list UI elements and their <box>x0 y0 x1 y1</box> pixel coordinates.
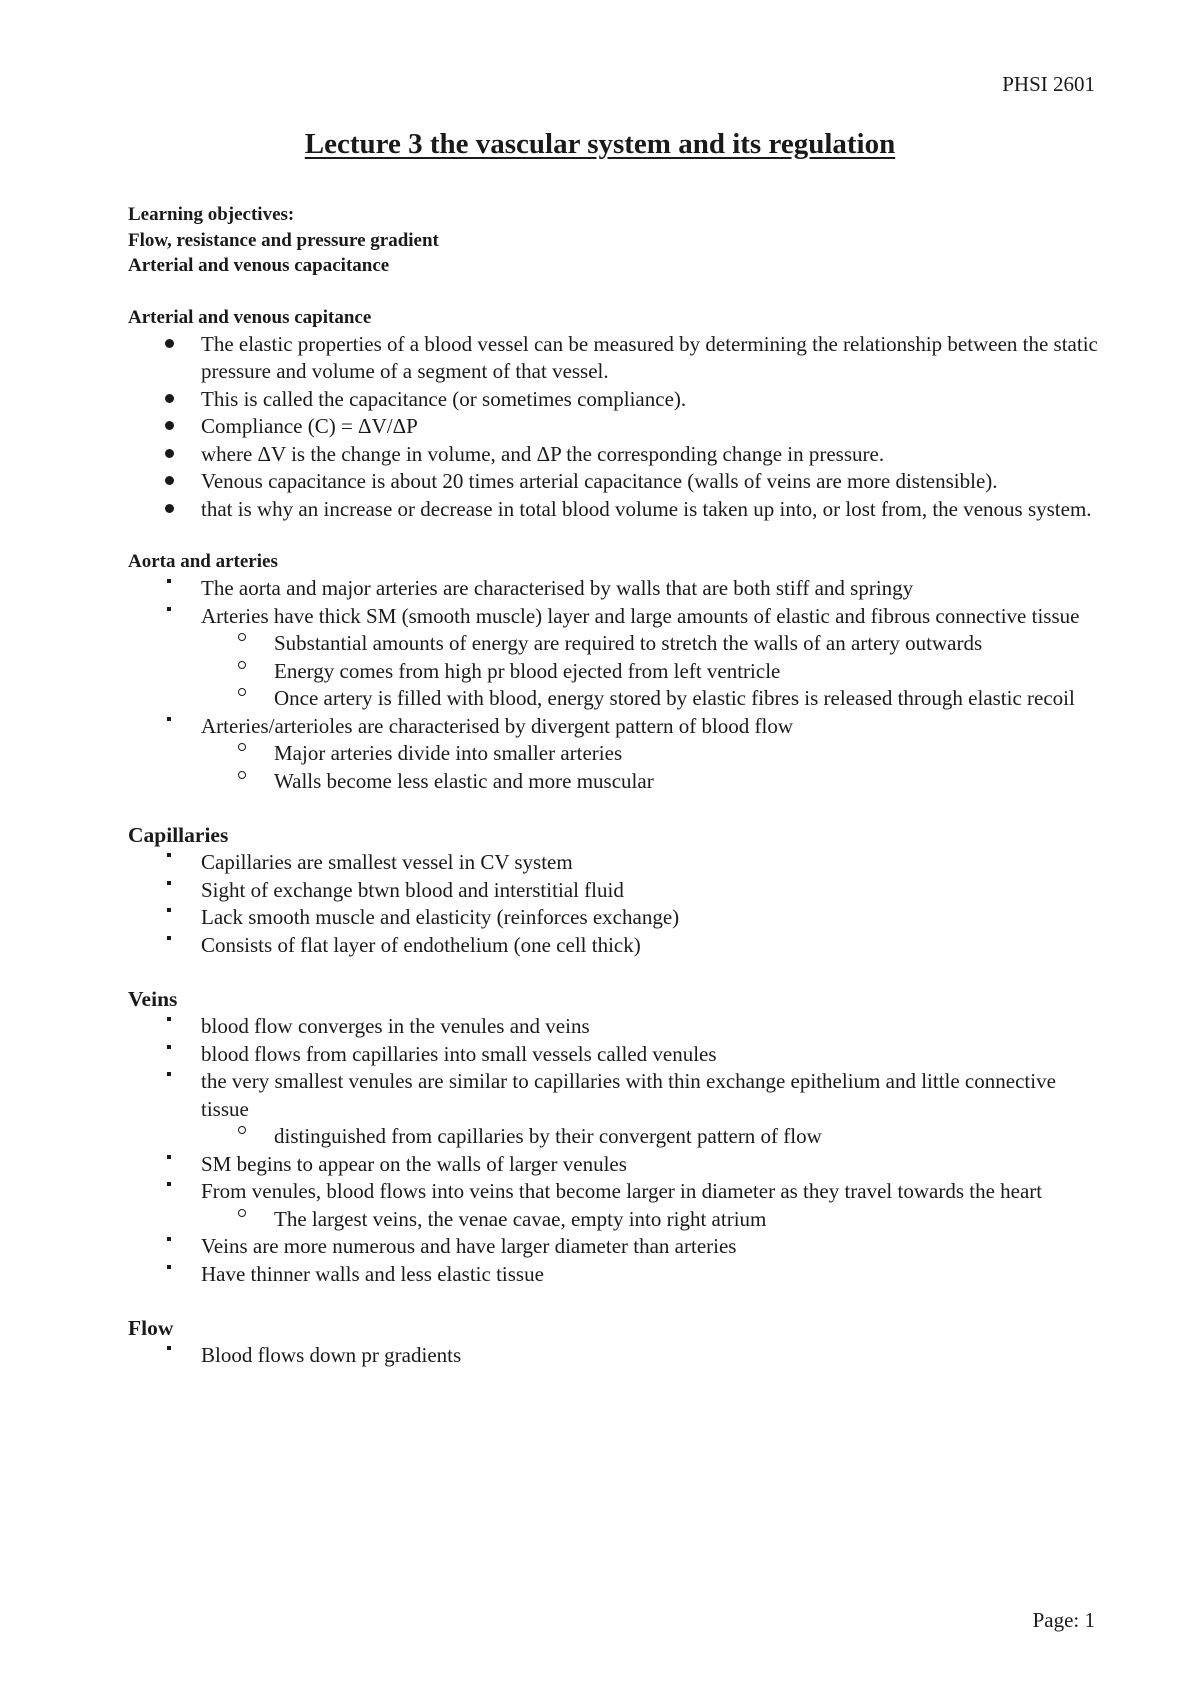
list-item: Have thinner walls and less elastic tissue <box>128 1261 1108 1289</box>
square-bullet-icon <box>159 1151 179 1179</box>
square-bullet-icon <box>159 1261 179 1289</box>
bullet-list <box>128 849 1108 959</box>
square-bullet-icon <box>159 603 179 631</box>
list-item: SM begins to appear on the walls of larger venules <box>128 1151 1108 1179</box>
disc-bullet-icon <box>159 331 179 359</box>
bullet-list <box>128 1013 1108 1288</box>
sub-list-item: Once artery is filled with blood, energy stored by elastic fibres is released through elastic recoil <box>128 685 1108 713</box>
square-bullet-icon <box>159 1041 179 1069</box>
objective-item: Flow, resistance and pressure gradient <box>128 229 439 251</box>
list-item: Blood flows down pr gradients <box>128 1342 1108 1370</box>
list-item: Lack smooth muscle and elasticity (reinforces exchange) <box>128 904 1108 932</box>
square-bullet-icon <box>159 1013 179 1041</box>
circle-bullet-icon <box>232 1123 252 1151</box>
sub-list-item: Energy comes from high pr blood ejected from left ventricle <box>128 658 1108 686</box>
page-number: Page: 1 <box>1032 1608 1095 1632</box>
section-title: Aorta and arteries <box>128 551 278 572</box>
list-item: Sight of exchange btwn blood and interstitial fluid <box>128 877 1108 905</box>
section-flow <box>128 1314 1108 1370</box>
sub-list-item: Substantial amounts of energy are required to stretch the walls of an artery outwards <box>128 630 1108 658</box>
square-bullet-icon <box>159 1068 179 1096</box>
list-item: Veins are more numerous and have larger diameter than arteries <box>128 1233 1108 1261</box>
objective-item: Arterial and venous capacitance <box>128 255 390 276</box>
square-bullet-icon <box>159 932 179 960</box>
list-item: blood flow converges in the venules and veins <box>128 1013 1108 1041</box>
list-item: Arteries have thick SM (smooth muscle) layer and large amounts of elastic and fibrous connective tissue <box>128 603 1108 631</box>
document-body <box>128 202 1108 1370</box>
list-item: Compliance (C) = ΔV/ΔP <box>128 413 1108 441</box>
circle-bullet-icon <box>232 740 252 768</box>
square-bullet-icon <box>159 1178 179 1206</box>
list-item: This is called the capacitance (or sometimes compliance). <box>128 386 1108 414</box>
objectives-heading: Learning objectives: <box>128 204 295 225</box>
circle-bullet-icon <box>232 1206 252 1234</box>
sub-list-item: distinguished from capillaries by their convergent pattern of flow <box>128 1123 1108 1151</box>
section-title: Veins <box>128 987 178 1011</box>
learning-objectives <box>128 202 1108 279</box>
sub-list-item: The largest veins, the venae cavae, empty into right atrium <box>128 1206 1108 1234</box>
list-item: where ΔV is the change in volume, and ΔP the corresponding change in pressure. <box>128 441 1108 469</box>
course-code: PHSI 2601 <box>1002 72 1095 96</box>
square-bullet-icon <box>159 713 179 741</box>
sub-list-item: Walls become less elastic and more muscular <box>128 768 1108 796</box>
bullet-list <box>128 575 1108 795</box>
square-bullet-icon <box>159 877 179 905</box>
square-bullet-icon <box>159 1233 179 1261</box>
disc-bullet-icon <box>159 441 179 469</box>
sub-list-item: Major arteries divide into smaller arteries <box>128 740 1108 768</box>
list-item: Capillaries are smallest vessel in CV system <box>128 849 1108 877</box>
section-title: Arterial and venous capitance <box>128 306 372 328</box>
list-item: Venous capacitance is about 20 times arterial capacitance (walls of veins are more distensible). <box>128 468 1108 496</box>
bullet-list <box>128 1342 1108 1370</box>
section-title: Flow <box>128 1316 174 1340</box>
circle-bullet-icon <box>232 768 252 796</box>
section-capillaries <box>128 821 1108 959</box>
disc-bullet-icon <box>159 468 179 496</box>
circle-bullet-icon <box>232 685 252 713</box>
disc-bullet-icon <box>159 413 179 441</box>
square-bullet-icon <box>159 849 179 877</box>
list-item: The aorta and major arteries are characterised by walls that are both stiff and springy <box>128 575 1108 603</box>
list-item: that is why an increase or decrease in total blood volume is taken up into, or lost from, the venous system. <box>128 496 1108 524</box>
section-title: Capillaries <box>128 823 229 847</box>
square-bullet-icon <box>159 1342 179 1370</box>
list-item: blood flows from capillaries into small vessels called venules <box>128 1041 1108 1069</box>
circle-bullet-icon <box>232 658 252 686</box>
list-item: Arteries/arterioles are characterised by divergent pattern of blood flow <box>128 713 1108 741</box>
list-item: From venules, blood flows into veins that become larger in diameter as they travel towards the heart <box>128 1178 1108 1206</box>
section-aorta <box>128 549 1108 795</box>
square-bullet-icon <box>159 575 179 603</box>
document-title: Lecture 3 the vascular system and its regulation <box>304 128 896 160</box>
list-item: The elastic properties of a blood vessel can be measured by determining the relationship between the static pressure and volume of a segment of that vessel. <box>128 331 1108 386</box>
list-item: Consists of flat layer of endothelium (one cell thick) <box>128 932 1108 960</box>
list-item: the very smallest venules are similar to capillaries with thin exchange epithelium and little connective tissue <box>128 1068 1108 1123</box>
disc-bullet-icon <box>159 386 179 414</box>
section-veins <box>128 985 1108 1288</box>
disc-bullet-icon <box>159 496 179 524</box>
circle-bullet-icon <box>232 630 252 658</box>
square-bullet-icon <box>159 904 179 932</box>
bullet-list <box>128 331 1108 524</box>
section-capacitance <box>128 305 1108 524</box>
